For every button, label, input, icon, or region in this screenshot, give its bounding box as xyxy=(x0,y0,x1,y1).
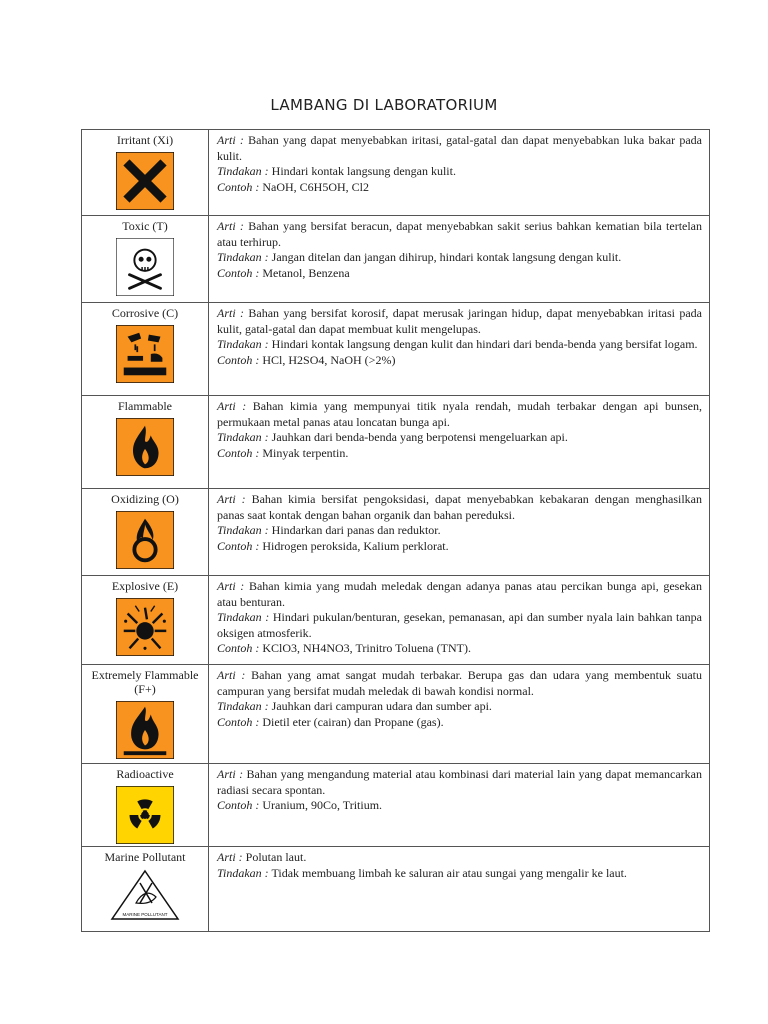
arti-label: Arti : xyxy=(217,399,247,413)
contoh-text: Uranium, 90Co, Tritium. xyxy=(262,798,383,812)
page-title: LAMBANG DI LABORATORIUM xyxy=(270,96,498,114)
irritant-x-icon xyxy=(116,152,174,210)
arti-label: Arti : xyxy=(217,850,243,864)
flame-icon xyxy=(116,418,174,476)
corrosive-icon xyxy=(116,325,174,383)
contoh-text: HCl, H2SO4, NaOH (>2%) xyxy=(262,352,396,367)
symbol-name: Corrosive (C) xyxy=(111,306,179,320)
contoh-label: Contoh : xyxy=(217,352,260,367)
arti-text: Bahan yang dapat menyebabkan iritasi, gatal-gatal dan dapat menyebabkan luka bakar pada kulit. xyxy=(217,133,702,163)
contoh-label: Contoh : xyxy=(217,265,260,280)
contoh-text: KClO3, NH4NO3, Trinitro Toluena (TNT). xyxy=(262,641,471,655)
arti-text: Polutan laut. xyxy=(245,850,307,864)
tindakan-label: Tindakan : xyxy=(217,337,269,351)
arti-label: Arti : xyxy=(217,306,245,320)
flame-over-circle-icon xyxy=(116,511,174,569)
table-row xyxy=(82,303,710,396)
tindakan-text: Hindari pukulan/benturan, gesekan, pemanasan, api dan sumber nyala lain bahkan tanpa oksigen atmosferik. xyxy=(217,610,702,640)
symbol-name: Explosive (E) xyxy=(111,579,179,593)
marine-pollutant-caption: MARINE POLLUTANT xyxy=(122,912,168,917)
table-row xyxy=(82,489,710,576)
contoh-text: Dietil eter (cairan) dan Propane (gas). xyxy=(262,714,444,729)
extreme-flame-icon xyxy=(116,701,174,759)
contoh-label: Contoh : xyxy=(217,538,260,553)
symbol-name: Radioactive xyxy=(116,767,174,781)
contoh-label: Contoh : xyxy=(217,179,260,194)
tindakan-text: Hindari kontak langsung dengan kulit dan hindari dari benda-benda yang bersifat logam. xyxy=(271,337,698,351)
skull-crossbones-icon xyxy=(116,238,174,296)
symbol-name: Irritant (Xi) xyxy=(116,133,174,147)
contoh-text: Minyak terpentin. xyxy=(262,445,349,460)
tindakan-text: Jauhkan dari benda-benda yang berpotensi mengeluarkan api. xyxy=(271,430,568,444)
arti-label: Arti : xyxy=(217,668,246,682)
arti-text: Bahan yang bersifat beracun, dapat menyebabkan sakit serius bahkan kematian bila tertelan atau terhirup. xyxy=(217,219,703,249)
symbol-name: Oxidizing (O) xyxy=(111,492,179,506)
tindakan-label: Tindakan : xyxy=(217,164,269,178)
symbol-name: Extremely Flammable (F+) xyxy=(91,668,199,696)
arti-label: Arti : xyxy=(217,219,244,233)
hazard-symbol-table xyxy=(81,129,710,932)
arti-text: Bahan yang bersifat korosif, dapat merusak jaringan hidup, dapat menyebabkan iritasi pada kulit, gatal-gatal dan dapat membuat kulit mengelupas. xyxy=(217,306,702,336)
contoh-text: NaOH, C6H5OH, Cl2 xyxy=(262,179,370,194)
contoh-text: Hidrogen peroksida, Kalium perklorat. xyxy=(262,538,449,553)
contoh-label: Contoh : xyxy=(217,445,260,460)
symbol-name: Toxic (T) xyxy=(122,219,168,233)
arti-text: Bahan kimia yang mudah meledak dengan adanya panas atau percikan bunga api, gesekan atau benturan. xyxy=(217,579,703,609)
table-row xyxy=(82,130,710,216)
arti-text: Bahan yang amat sangat mudah terbakar. Berupa gas dan udara yang membentuk suatu campuran yang bersifat mudah meledak di bawah kondisi normal. xyxy=(217,668,702,698)
arti-label: Arti : xyxy=(217,579,245,593)
radiation-trefoil-icon xyxy=(116,786,174,844)
contoh-label: Contoh : xyxy=(217,641,260,655)
tindakan-text: Jangan ditelan dan jangan dihirup, hindari kontak langsung dengan kulit. xyxy=(271,250,622,264)
tindakan-label: Tindakan : xyxy=(217,699,269,713)
tindakan-label: Tindakan : xyxy=(217,250,269,264)
arti-label: Arti : xyxy=(217,767,244,781)
arti-text: Bahan yang mengandung material atau kombinasi dari material lain yang dapat memancarkan radiasi secara spontan. xyxy=(217,767,702,797)
contoh-text: Metanol, Benzena xyxy=(262,265,350,280)
tindakan-label: Tindakan : xyxy=(217,430,269,444)
table-row xyxy=(82,764,710,847)
tindakan-text: Tidak membuang limbah ke saluran air atau sungai yang mengalir ke laut. xyxy=(271,865,627,880)
table-row xyxy=(82,847,710,932)
table-row xyxy=(82,216,710,303)
contoh-label: Contoh : xyxy=(217,714,260,729)
tindakan-text: Hindari kontak langsung dengan kulit. xyxy=(271,164,456,178)
exploding-bomb-icon xyxy=(116,598,174,656)
arti-label: Arti : xyxy=(217,492,246,506)
marine-pollutant-icon xyxy=(109,869,181,921)
arti-label: Arti : xyxy=(217,133,244,147)
table-row xyxy=(82,576,710,665)
contoh-label: Contoh : xyxy=(217,798,260,812)
tindakan-label: Tindakan : xyxy=(217,523,269,537)
table-row xyxy=(82,665,710,764)
arti-text: Bahan kimia yang mempunyai titik nyala rendah, mudah terbakar dengan api bunsen, permukaan metal panas atau loncatan bunga api. xyxy=(217,399,702,429)
symbol-name: Flammable xyxy=(118,399,172,413)
arti-text: Bahan kimia bersifat pengoksidasi, dapat menyebabkan kebakaran dengan menghasilkan panas saat kontak dengan bahan organik dan bahan pereduksi. xyxy=(217,492,703,522)
tindakan-label: Tindakan : xyxy=(217,610,270,624)
symbol-name: Marine Pollutant xyxy=(104,850,186,864)
table-row xyxy=(82,396,710,489)
tindakan-label: Tindakan : xyxy=(217,865,269,880)
tindakan-text: Jauhkan dari campuran udara dan sumber api. xyxy=(271,699,492,713)
tindakan-text: Hindarkan dari panas dan reduktor. xyxy=(271,523,441,537)
